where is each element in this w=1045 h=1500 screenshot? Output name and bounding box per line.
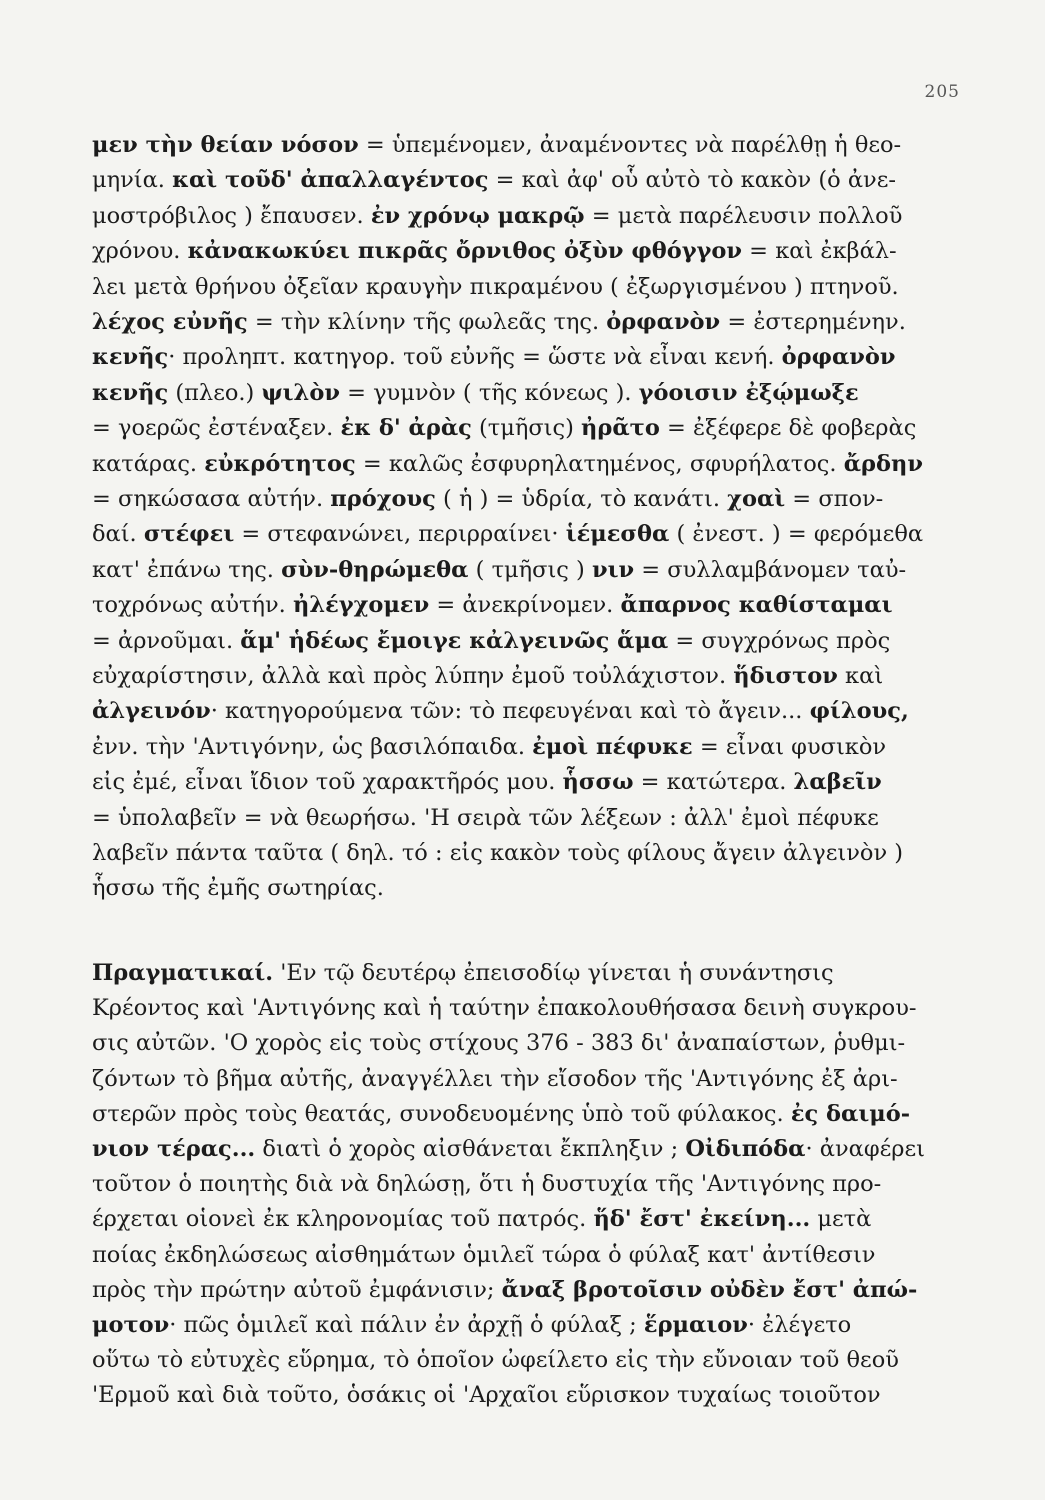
lemma: σὺν-θηρώμεθα: [281, 556, 469, 583]
gloss-text: τοχρόνως αὐτήν.: [92, 592, 293, 619]
text-line: [92, 342, 962, 372]
lemma: γόοισιν ἐξῴμωξε: [638, 379, 859, 406]
lemma: ἄρδην: [843, 450, 923, 477]
gloss-text: (πλεο.): [168, 379, 262, 406]
lemma: ἐν χρόνῳ μακρῷ: [370, 202, 585, 229]
text-line: [92, 130, 962, 160]
lemma: ἄπαρνος καθίσταμαι: [620, 592, 893, 619]
gloss-text: = συγχρόνως πρὸς: [668, 627, 891, 654]
gloss-text: = στεφανώνει, περιρραίνει·: [234, 521, 566, 548]
text-line: [92, 1240, 962, 1270]
text-line: [92, 484, 962, 514]
text-line: [92, 1134, 962, 1164]
gloss-text: 'Ερμοῦ καὶ διὰ τοῦτο, ὁσάκις οἱ 'Αρχαῖοι εὕρισκον τυχαίως τοιοῦτον: [92, 1382, 881, 1409]
text-line: [92, 519, 962, 549]
text-line: [92, 1204, 962, 1234]
gloss-text: ( ἡ ) = ὑδρία, τὸ κανάτι.: [435, 486, 728, 512]
gloss-text: ( ἐνεστ. ) = φερόμεθα: [669, 521, 924, 548]
lemma: ἕρμαιον: [643, 1312, 748, 1338]
lemma: νιν: [591, 556, 635, 583]
lemma: ἥδ' ἔστ' ἐκείνη...: [593, 1206, 811, 1233]
lemma: ὀρφανὸν: [781, 344, 896, 371]
lemma: χοαὶ: [727, 486, 786, 512]
lemma: ἠλέγχομεν: [292, 592, 430, 619]
gloss-text: = σηκώσασα αὐτήν.: [92, 486, 331, 512]
gloss-text: κατάρας.: [92, 450, 205, 477]
lemma: φίλους,: [809, 698, 909, 725]
lemma: κενῆς: [92, 379, 169, 406]
gloss-text: = καὶ ἀφ' οὗ αὐτὸ τὸ κακὸν (ὁ ἀνε-: [488, 167, 896, 194]
gloss-text: εἰς ἐμέ, εἶναι ἴδιον τοῦ χαρακτῆρός μου.: [92, 769, 563, 796]
lemma: πρόχους: [330, 486, 436, 512]
text-line: [92, 236, 962, 266]
gloss-text: λαβεῖν πάντα ταῦτα ( δηλ. τό : εἰς κακὸν τοὺς φίλους ἄγειν ἀλγεινὸν ): [92, 840, 904, 866]
text-line: [92, 449, 962, 479]
gloss-text: έρχεται οἱονεὶ ἐκ κληρονομίας τοῦ πατρός.: [92, 1206, 594, 1233]
lemma: κενῆς: [92, 344, 169, 371]
gloss-text: · ἐλέγετο: [747, 1312, 852, 1338]
gloss-text: ἐνν. τὴν 'Αντιγόνην, ὡς βασιλόπαιδα.: [92, 733, 533, 760]
text-line: [92, 958, 962, 988]
text-line: [92, 696, 962, 726]
gloss-text: ζόντων τὸ βῆμα αὐτῆς, ἀναγγέλλει τὴν εἴσοδον τῆς 'Αντιγόνης ἐξ ἀρι-: [92, 1065, 898, 1092]
lemma: Πραγματικαί.: [92, 960, 274, 986]
text-line: [92, 555, 962, 585]
lemma: ἐς δαιμό-: [790, 1100, 911, 1127]
text-line: [92, 590, 962, 620]
gloss-text: 'Εν τῷ δευτέρῳ ἐπεισοδίῳ γίνεται ἡ συνάντησις: [273, 960, 834, 986]
lemma: λαβεῖν: [793, 769, 882, 796]
text-line: [92, 732, 962, 762]
gloss-text: · προληπτ. κατηγορ. τοῦ εὐνῆς = ὥστε νὰ εἶναι κενή.: [168, 344, 782, 371]
text-line: [92, 1275, 962, 1305]
gloss-text: = ἐστερημένην.: [720, 309, 906, 335]
lemma: εὐκρότητος: [204, 450, 356, 477]
gloss-text: = ἐξέφερε δὲ φοβερὰς: [659, 415, 917, 442]
gloss-text: = γυμνὸν ( τῆς κόνεως ).: [339, 379, 639, 406]
lemma: μεν τὴν θείαν νόσον: [92, 132, 359, 158]
lemma: στέφει: [143, 521, 235, 548]
gloss-text: τοῦτον ὁ ποιητὴς διὰ νὰ δηλώσῃ, ὅτι ἡ δυστυχία τῆς 'Αντιγόνης προ-: [92, 1171, 882, 1198]
gloss-text: χρόνου.: [92, 238, 188, 265]
gloss-text: = τὴν κλίνην τῆς φωλεᾶς της.: [247, 309, 607, 335]
gloss-text: μοστρόβιλος ) ἔπαυσεν.: [92, 202, 371, 229]
text-line: [92, 626, 962, 656]
gloss-text: δαί.: [92, 521, 144, 548]
lemma: ἀλγεινόν: [92, 698, 211, 725]
gloss-text: (τμῆσις): [471, 415, 582, 442]
gloss-text: Κρέοντος καὶ 'Αντιγόνης καὶ ἡ ταύτην ἐπακολουθήσασα δεινὴ συγκρου-: [92, 995, 917, 1022]
gloss-text: = κατώτερα.: [633, 769, 794, 796]
gloss-text: ( τμῆσις ): [468, 556, 592, 583]
text-line: [92, 767, 962, 797]
gloss-text: = σπον-: [785, 486, 884, 512]
lemma: ψιλὸν: [261, 379, 340, 406]
gloss-text: · κατηγορούμενα τῶν: τὸ πεφευγέναι καὶ τὸ ἄγειν...: [210, 698, 810, 725]
gloss-text: καὶ: [837, 663, 884, 689]
gloss-text: · πῶς ὁμιλεῖ καὶ πάλιν ἐν ἀρχῇ ὁ φύλαξ ;: [169, 1312, 644, 1338]
gloss-text: = γοερῶς ἐστέναξεν.: [92, 415, 341, 442]
gloss-text: = εἶναι φυσικὸν: [692, 733, 887, 760]
lemma: κἀνακωκύει πικρᾶς ὄρνιθος ὀξὺν φθόγγον: [187, 238, 743, 265]
gloss-text: = καὶ ἐκβάλ-: [742, 238, 897, 265]
gloss-text: εὐχαρίστησιν, ἀλλὰ καὶ πρὸς λύπην ἐμοῦ τοὐλάχιστον.: [92, 663, 734, 689]
gloss-text: · ἀναφέρει: [805, 1136, 925, 1162]
gloss-text: ποίας ἐκδηλώσεως αἰσθημάτων ὁμιλεῖ τώρα ὁ φύλαξ κατ' ἀντίθεσιν: [92, 1241, 876, 1268]
gloss-text: στερῶν πρὸς τοὺς θεατάς, συνοδευομένης ὑπὸ τοῦ φύλακος.: [92, 1100, 791, 1127]
lemma: ἐμοὶ πέφυκε: [532, 733, 693, 760]
gloss-text: διατὶ ὁ χορὸς αἰσθάνεται ἔκπληξιν ;: [255, 1136, 686, 1162]
text-line: [92, 1169, 962, 1199]
gloss-text: = συλλαμβάνομεν ταὐ-: [634, 556, 907, 583]
lemma: ἧσσω: [562, 769, 634, 796]
gloss-text: = ἀνεκρίνομεν.: [429, 592, 621, 619]
gloss-text: κατ' ἐπάνω της.: [92, 556, 282, 583]
gloss-text: μετὰ: [810, 1206, 872, 1233]
text-line: [92, 1028, 962, 1058]
text-line: [92, 661, 962, 691]
gloss-text: = ὑπεμένομεν, ἀναμένοντες νὰ παρέλθῃ ἡ θεο-: [358, 132, 902, 158]
gloss-text: = ἀρνοῦμαι.: [92, 627, 241, 654]
text-line: [92, 413, 962, 443]
text-line: [92, 1380, 962, 1410]
lemma: ἱέμεσθα: [565, 521, 670, 548]
gloss-text: σις αὐτῶν. 'Ο χορὸς εἰς τοὺς στίχους 376 - 383 δι' ἀναπαίστων, ῥυθμι-: [92, 1030, 906, 1057]
text-line: [92, 838, 962, 868]
text-line: [92, 307, 962, 337]
gloss-text: = ὑπολαβεῖν = νὰ θεωρήσω. 'Η σειρὰ τῶν λέξεων : ἀλλ' ἐμοὶ πέφυκε: [92, 804, 879, 831]
gloss-text: λει μετὰ θρήνου ὀξεῖαν κραυγὴν πικραμένου ( ἐξωργισμένου ) πτηνοῦ.: [92, 273, 899, 300]
text-line: [92, 803, 962, 833]
gloss-text: πρὸς τὴν πρώτην αὐτοῦ ἐμφάνισιν;: [92, 1276, 502, 1303]
gloss-text: = καλῶς ἐσφυρηλατημένος, σφυρήλατος.: [355, 450, 844, 477]
gloss-text: ἧσσω τῆς ἐμῆς σωτηρίας.: [92, 875, 384, 902]
text-line: [92, 272, 962, 302]
lemma: ἐκ δ' ἀρὰς: [340, 415, 472, 442]
gloss-text: μηνία.: [92, 167, 173, 194]
gloss-text: = μετὰ παρέλευσιν πολλοῦ: [584, 202, 903, 229]
lemma: νιον τέρας...: [92, 1136, 256, 1162]
text-line: [92, 993, 962, 1023]
text-line: [92, 165, 962, 195]
text-line: [92, 1345, 962, 1375]
text-line: [92, 201, 962, 231]
lemma: μοτον: [92, 1312, 170, 1338]
lemma: ἥδιστον: [733, 663, 838, 689]
lemma: καὶ τοῦδ' ἀπαλλαγέντος: [172, 167, 489, 194]
lemma: ἅμ' ἡδέως ἔμοιγε κἀλγεινῶς ἅμα: [240, 627, 669, 654]
lemma: ἄναξ βροτοῖσιν οὐδὲν ἔστ' ἀπώ-: [501, 1276, 918, 1303]
text-line: [92, 1099, 962, 1129]
page-number: 205: [924, 82, 960, 102]
lemma: ἠρᾶτο: [581, 415, 660, 442]
lemma: ὀρφανὸν: [606, 309, 721, 335]
text-line: [92, 1310, 962, 1340]
text-line: [92, 1064, 962, 1094]
lemma: Οἰδιπόδα: [685, 1136, 806, 1162]
gloss-text: οὕτω τὸ εὐτυχὲς εὕρημα, τὸ ὁποῖον ὠφείλετο εἰς τὴν εὔνοιαν τοῦ θεοῦ: [92, 1347, 899, 1374]
text-line: [92, 378, 962, 408]
lemma: λέχος εὐνῆς: [92, 309, 248, 335]
text-line: [92, 873, 962, 903]
